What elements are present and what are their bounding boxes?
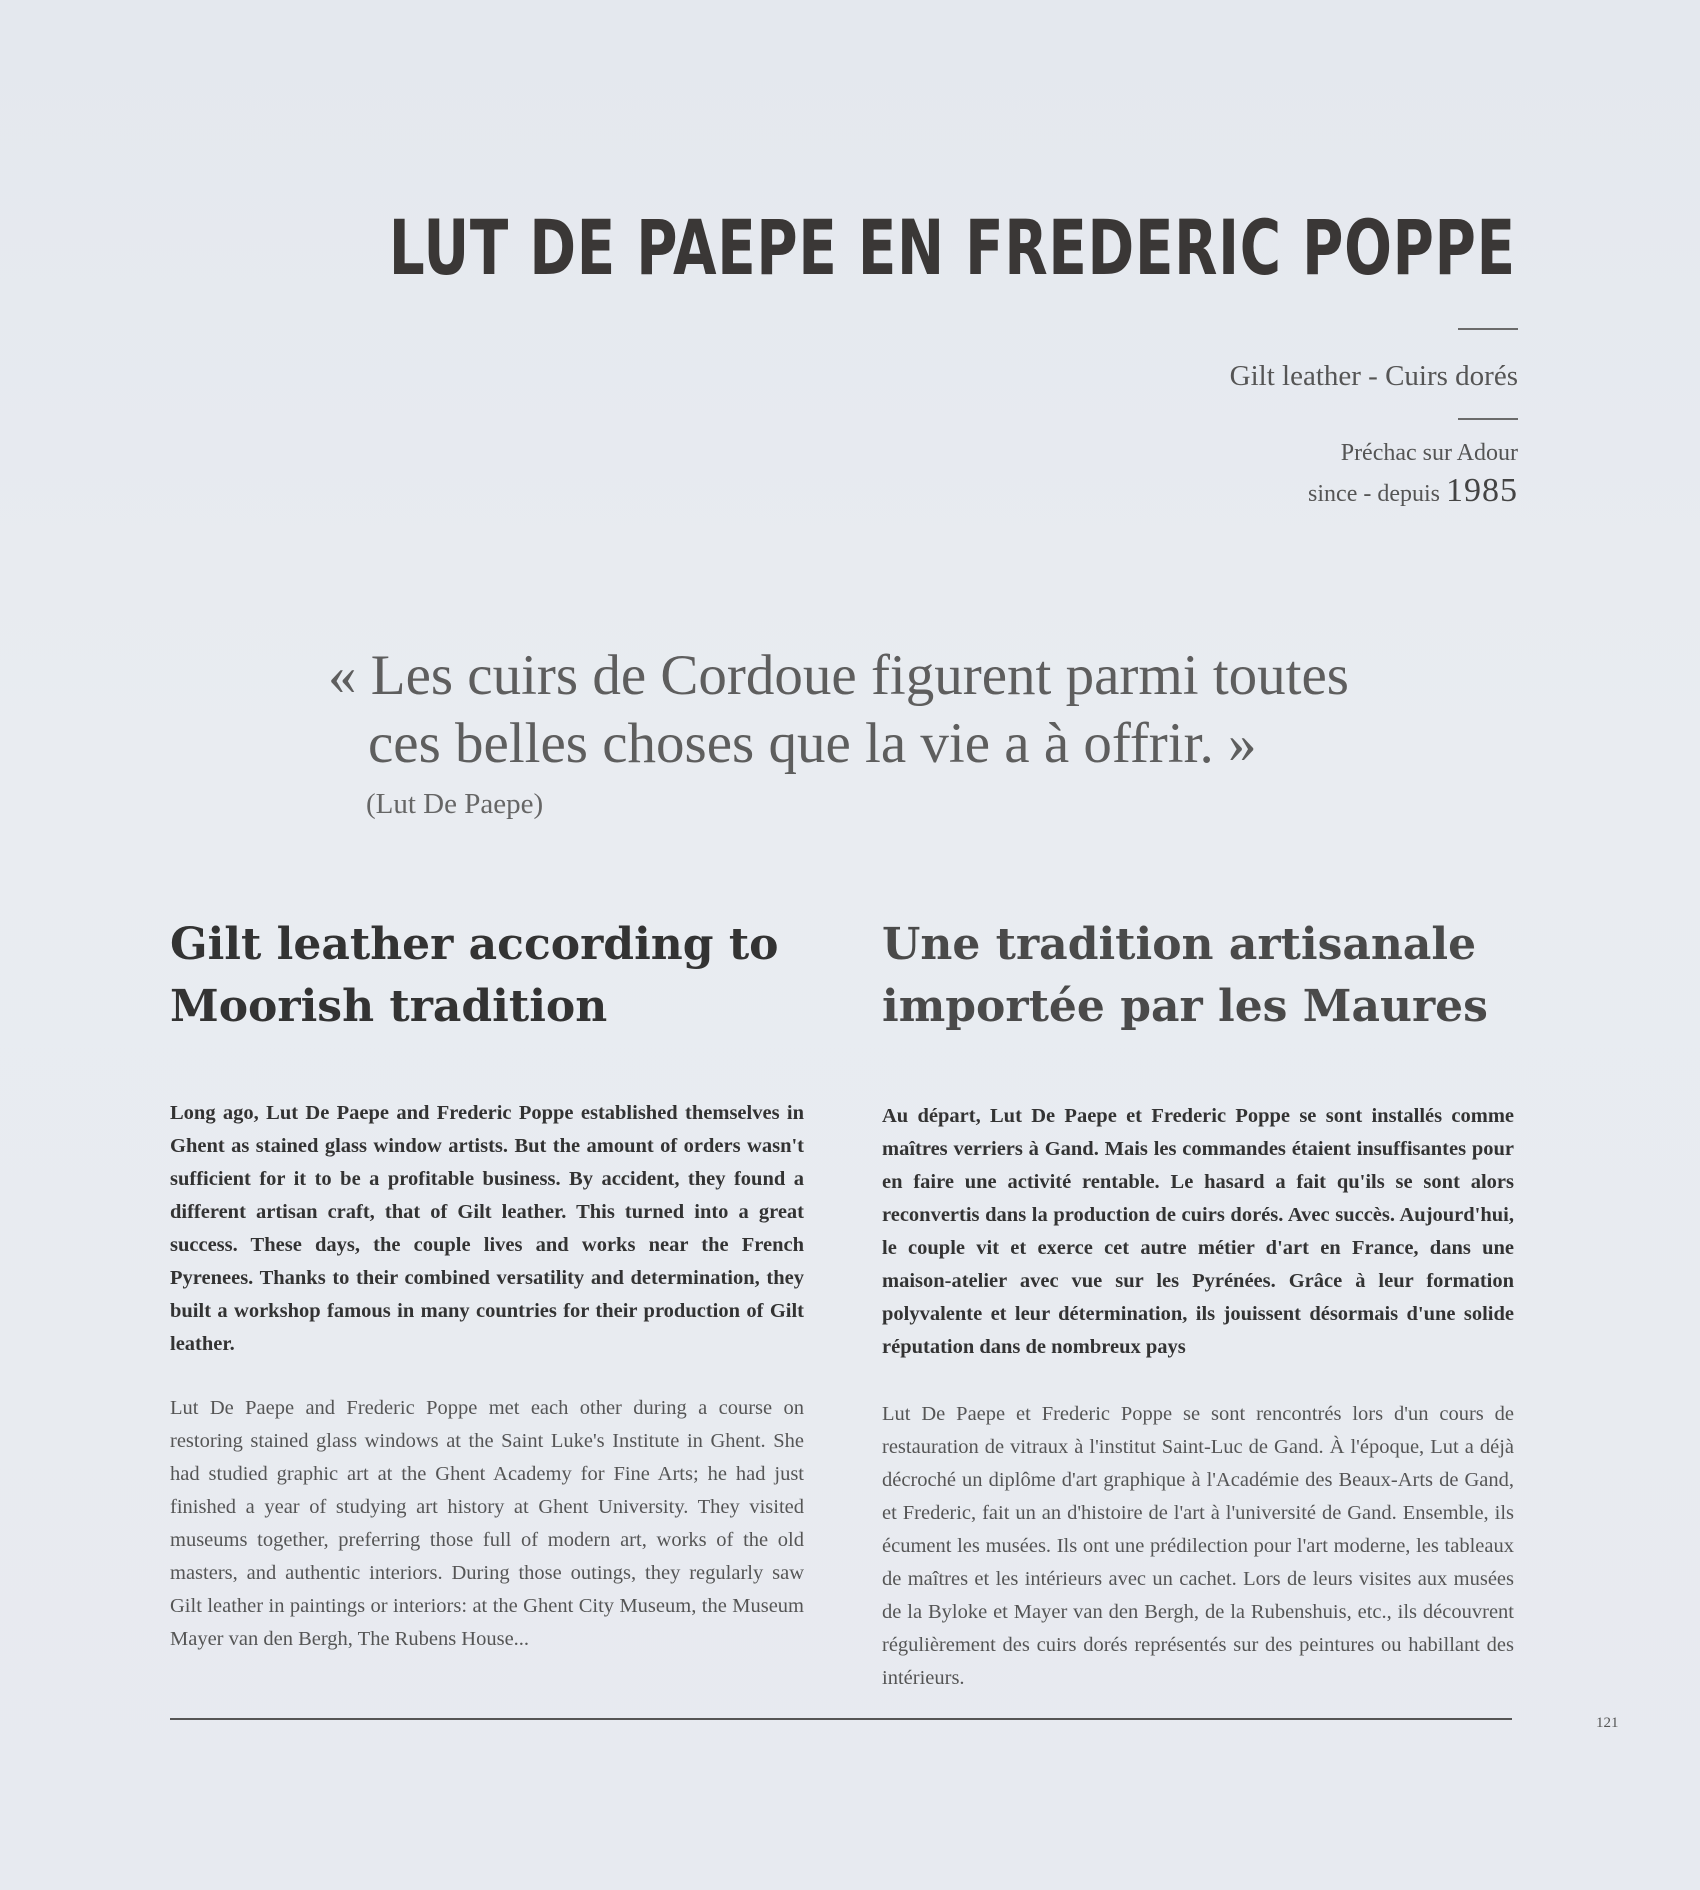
footer-divider (170, 1718, 1512, 1720)
since-year: 1985 (1446, 472, 1518, 509)
right-column-body: Lut De Paepe et Frederic Poppe se sont rencontrés lors d'un cours de restauration de vitraux à l'institut Saint-Luc de Gand. À l'époque, Lut a déjà décroché un diplôme d'art graphique à l'Académie des Beaux-Arts de Gand, et Frederic, fait un an d'histoire de l'art à l'université de Gand. Ensemble, ils écument les musées. Ils ont une prédilection pour l'art moderne, les tableaux de maîtres et les intérieurs avec un cachet. Lors de leurs visites aux musées de la Byloke et Mayer van den Bergh, de la Rubenshuis, etc., ils découvrent régulièrement des cuirs dorés représentés sur des peintures ou habillant des intérieurs. (882, 1403, 1514, 1689)
pull-quote (328, 642, 1428, 778)
right-column-lead: Au départ, Lut De Paepe et Frederic Poppe se sont installés comme maîtres verriers à Gand. Mais les commandes étaient insuffisantes pour en faire une activité rentable. Le hasard a fait qu'ils se sont alors reconvertis dans la production de cuirs dorés. Avec succès. Aujourd'hui, le couple vit et exerce cet autre métier d'art en France, dans une maison-atelier avec vue sur les Pyrénées. Grâce à leur formation polyvalente et leur détermination, ils jouissent désormais d'une solide réputation dans de nombreux pays (882, 1105, 1514, 1358)
page-number: 121 (1596, 1715, 1619, 1731)
subtitle-divider (1458, 418, 1518, 420)
left-column-body: Lut De Paepe and Frederic Poppe met each other during a course on restoring stained glass windows at the Saint Luke's Institute in Ghent. She had studied graphic art at the Ghent Academy for Fine Arts; he had just finished a year of studying art history at Ghent University. They visited museums together, preferring those full of modern art, works of the old masters, and authentic interiors. During those outings, they regularly saw Gilt leather in paintings or interiors: at the Ghent City Museum, the Museum Mayer van den Bergh, The Rubens House... (170, 1397, 804, 1650)
subtitle: Gilt leather - Cuirs dorés (1229, 360, 1518, 392)
title-divider (1458, 328, 1518, 330)
right-column-heading: Une tradition artisanale importée par les Maures (882, 919, 1488, 1032)
left-column-lead: Long ago, Lut De Paepe and Frederic Poppe established themselves in Ghent as stained glass window artists. But the amount of orders wasn't sufficient for it to be a profitable business. By accident, they found a different artisan craft, that of Gilt leather. This turned into a great success. These days, the couple lives and works near the French Pyrenees. Thanks to their combined versatility and determination, they built a workshop famous in many countries for their production of Gilt leather. (170, 1102, 804, 1355)
since-label: since - depuis (1308, 481, 1440, 507)
quote-author: (Lut De Paepe) (366, 788, 544, 820)
page-title: LUT DE PAEPE EN FREDERIC POPPE (389, 203, 1516, 292)
location: Préchac sur Adour (1340, 440, 1518, 466)
left-column-heading: Gilt leather according to Moorish tradition (170, 919, 779, 1032)
quote-line-2: ces belles choses que la vie a à offrir. » (368, 712, 1257, 775)
since-line (1308, 472, 1518, 510)
quote-line-1: « Les cuirs de Cordoue figurent parmi toutes (328, 644, 1349, 707)
